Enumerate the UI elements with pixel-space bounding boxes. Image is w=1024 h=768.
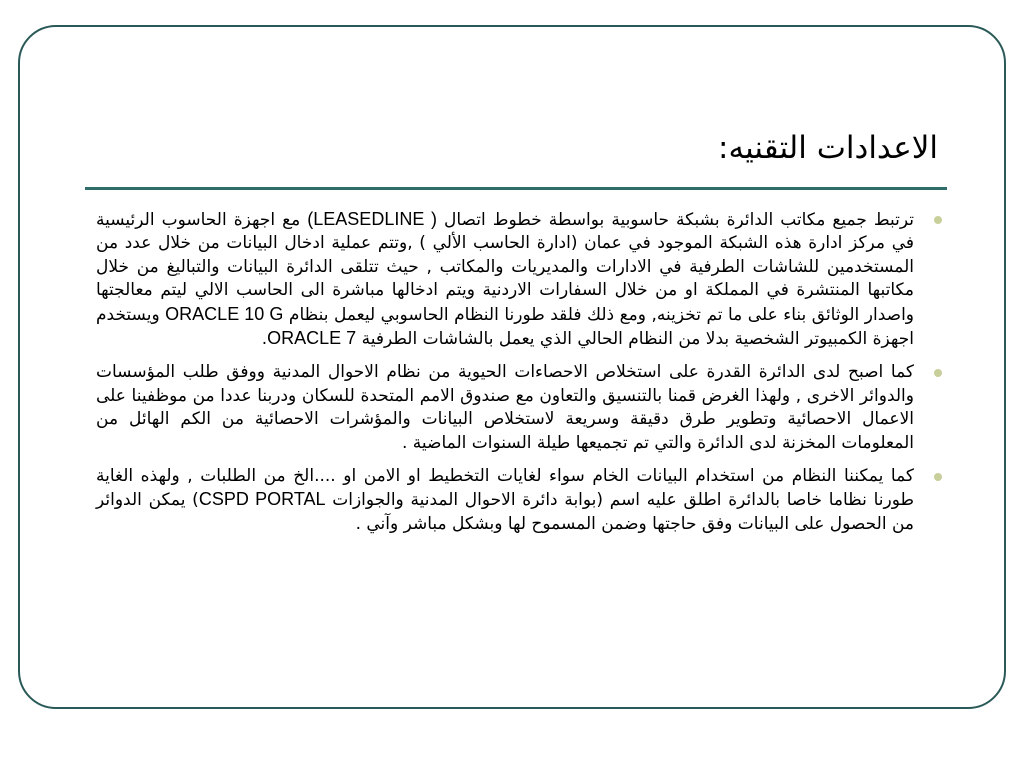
- bullet-paragraph-1: [96, 208, 942, 351]
- title-divider: [85, 187, 947, 190]
- paragraph-3-term-cspd-portal: CSPD PORTAL: [198, 489, 326, 510]
- slide-body: [96, 208, 942, 546]
- bullet-paragraph-2: [96, 361, 942, 455]
- paragraph-3-text-2: ) يمكن الدوائر من الحصول على البيانات وفق حاجتها وضمن المسموح لها وبشكل مباشر وآني .: [96, 490, 914, 534]
- bullet-dot-icon: [934, 473, 942, 481]
- paragraph-1-term-oracle-7: ORACLE 7: [267, 328, 357, 349]
- paragraph-3-text-1: كما يمكننا النظام من استخدام البيانات الخام سواء لغايات التخطيط او الامن او ....الخ من الطلبات , ولهذه الغاية طورنا نظاما خاصا بالدائرة اطلق عليه اسم (بوابة دائرة الاحوال المدنية والجوازات: [96, 466, 915, 511]
- paragraph-1-text-2: مع اجهزة الحاسوب الرئيسية في مركز ادارة هذه الشبكة الموجود في عمان (ادارة الحاسب الألي ) ,وتتم عملية ادخال البيانات من خلال عدد من المستخدمين للشاشات الطرفية في الادارات والمديريات والمكاتب , حيث تتلقى الدائرة البيانات والتباليغ من خلال مكاتبها المنتشرة في المملكة او من خلال السفارات الاردنية ويتم ادخالها مباشرة الى الحاسب الالي ليتم معالجتها واصدار الوثائق بناء على ما تم تخزينه, ومع ذلك فلقد طورنا النظام الحاسوبي ليعمل بنظام: [96, 210, 915, 325]
- bullet-paragraph-3: [96, 465, 942, 536]
- bullet-dot-icon: [934, 369, 942, 377]
- paragraph-1-term-leasedline: ( LEASEDLINE): [307, 209, 437, 229]
- bullet-dot-icon: [934, 216, 942, 224]
- paragraph-2-text: كما اصبح لدى الدائرة القدرة على استخلاص الاحصاءات الحيوية من نظام الاحوال المدنية ووفق طلب المؤسسات والدوائر الاخرى , ولهذا الغرض قمنا بالتنسيق والتعاون مع صندوق الامم المتحدة للسكان ودربنا عددا من موظفينا على الاعمال الاحصائية وتطوير طرق دقيقة وسريعة لاستخلاص البيانات والمؤشرات الاحصائية من الكم الهائل من المعلومات المخزنة لدى الدائرة والتي تم تجميعها طيلة السنوات الماضية .: [96, 362, 914, 453]
- paragraph-1-text-3: ويستخدم اجهزة الكمبيوتر الشخصية بدلا من النظام الحالي الذي يعمل بالشاشات الطرفية: [96, 304, 914, 350]
- paragraph-1-term-oracle-10g: ORACLE 10 G: [165, 303, 284, 324]
- slide-title: الاعدادات التقنيه:: [718, 130, 938, 166]
- paragraph-1-text-4: .: [261, 329, 268, 350]
- paragraph-1-text-1: ترتبط جميع مكاتب الدائرة بشبكة حاسوبية بواسطة خطوط اتصال: [436, 210, 914, 230]
